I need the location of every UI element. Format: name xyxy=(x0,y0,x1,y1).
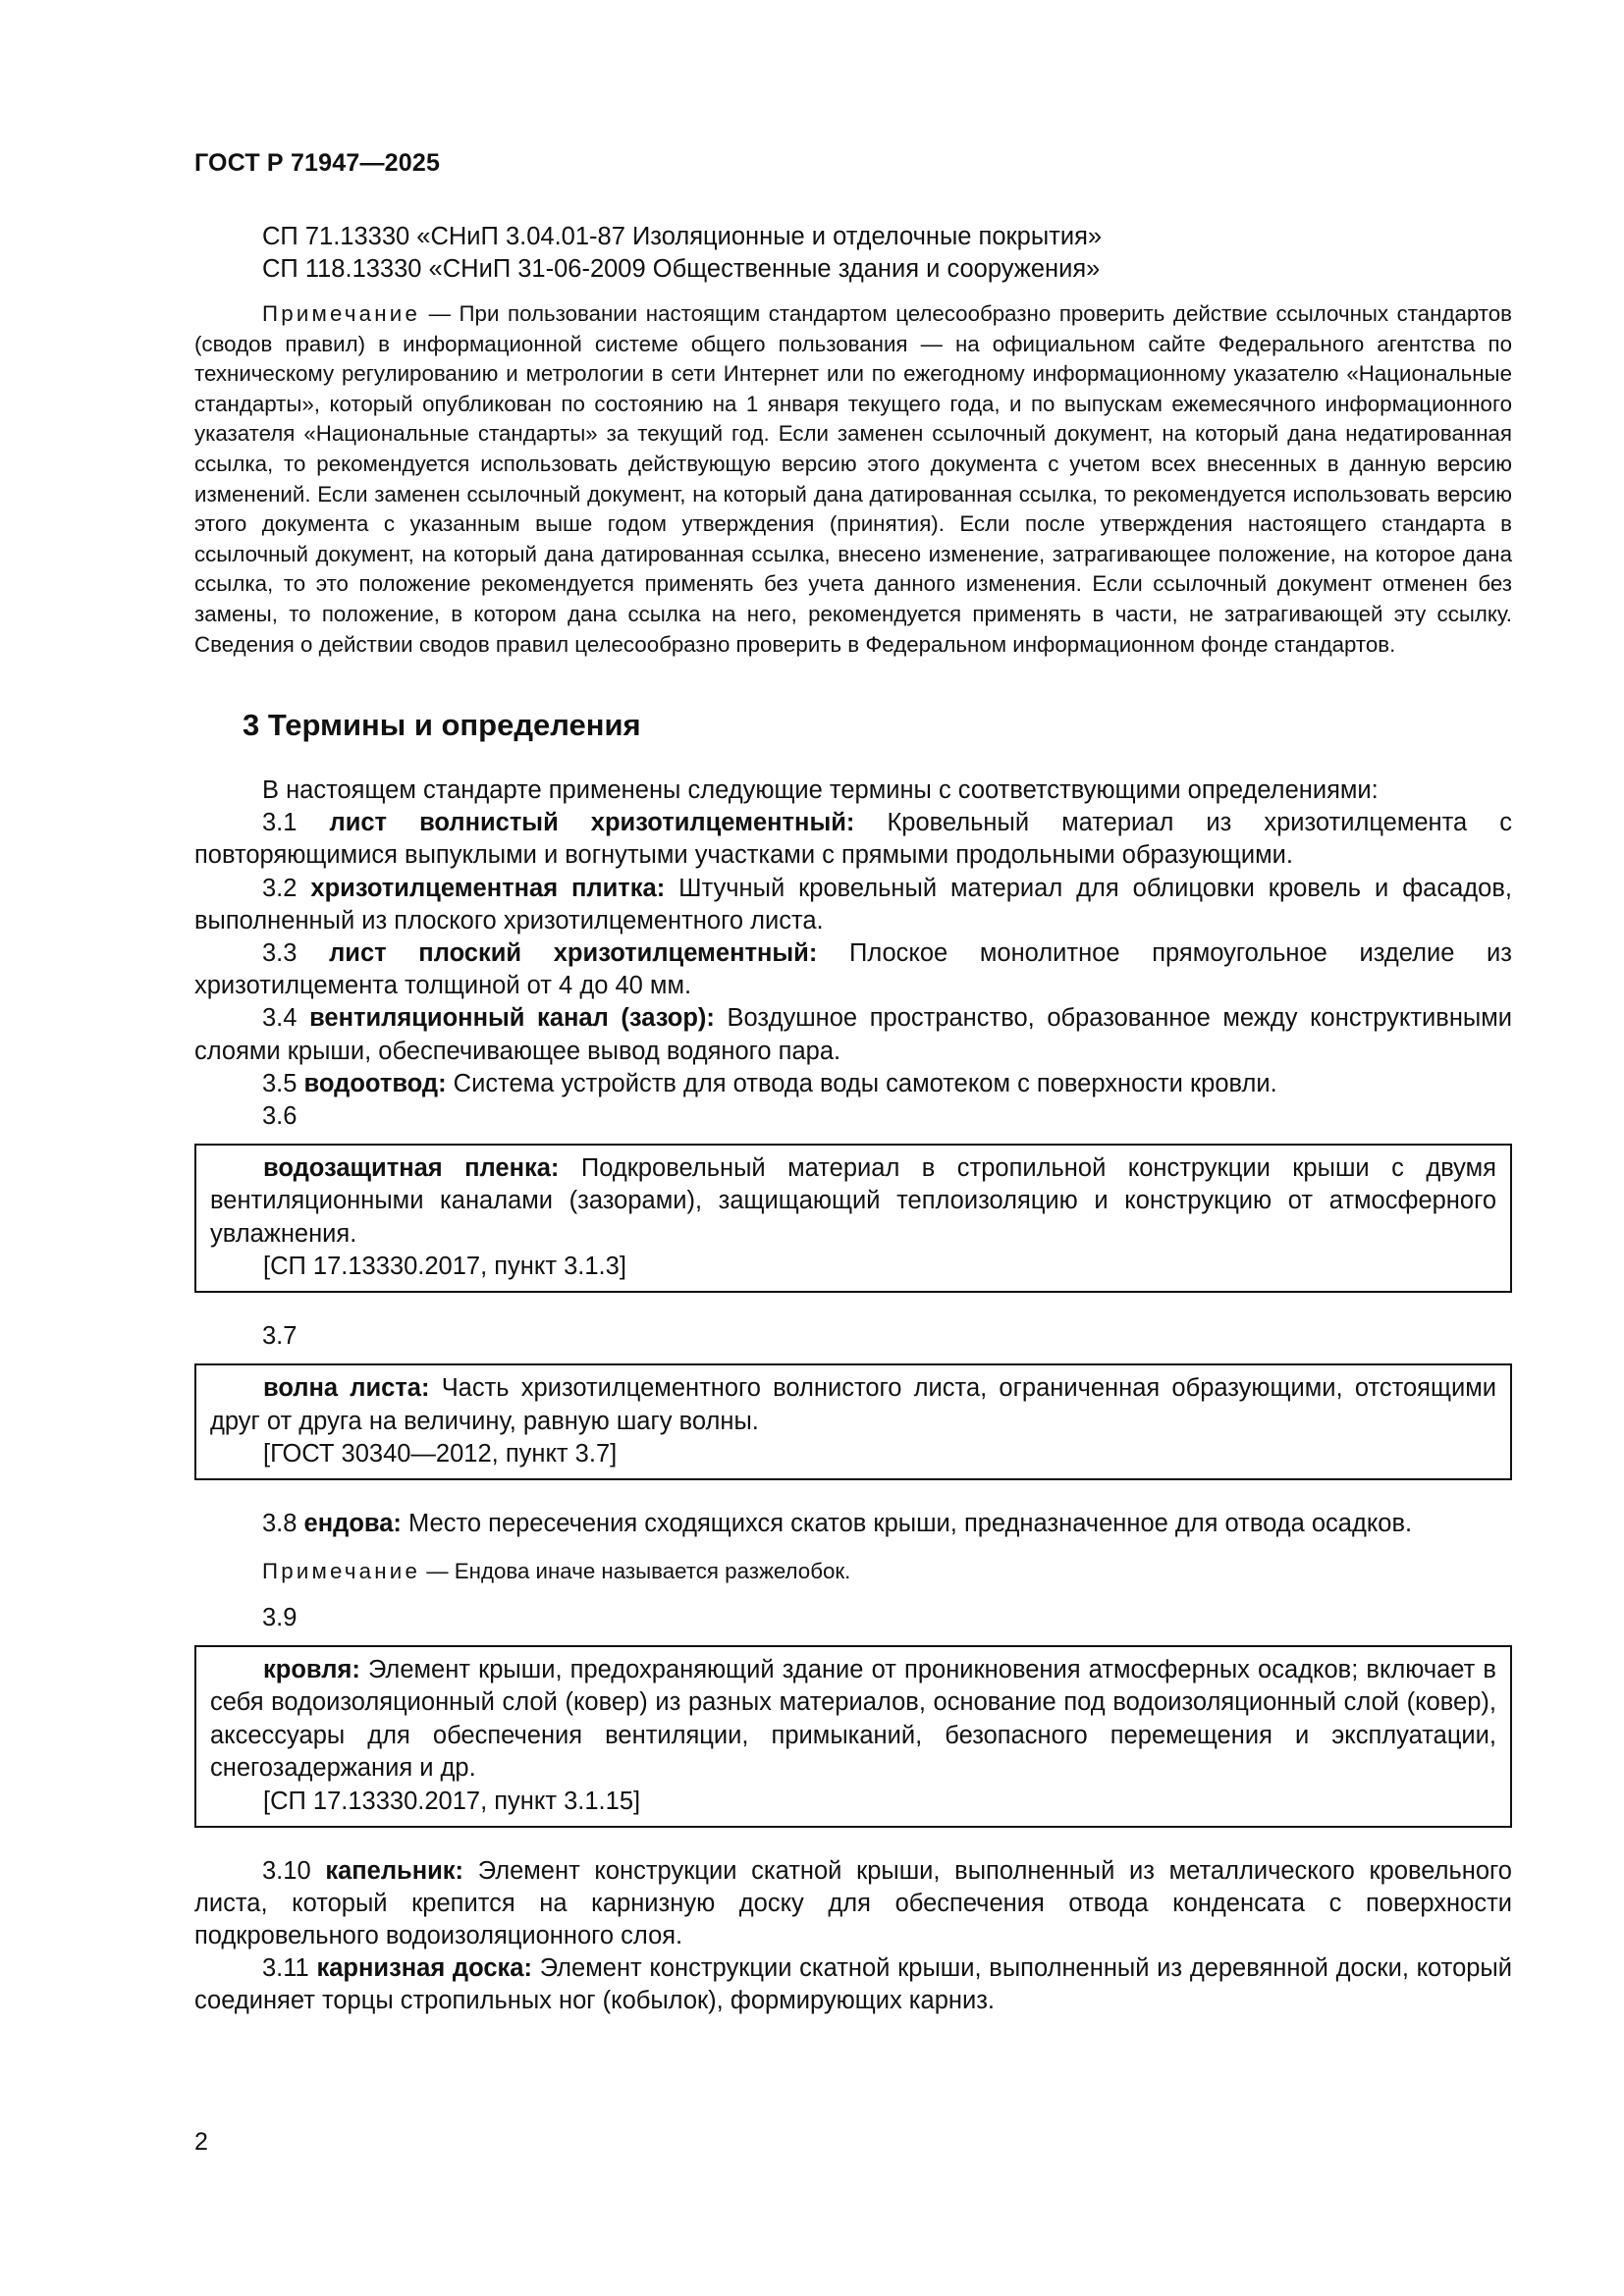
term-definition: Часть хризотилцементного волнистого листа, ограниченная образующими, отстоящими друг от друга на величину, равную шагу волны. xyxy=(210,1374,1496,1435)
term-name: лист плоский хризотилцементный: xyxy=(329,938,818,967)
term-number-3-7: 3.7 xyxy=(262,1322,298,1351)
section-intro: В настоящем стандарте применены следующие термины с соответствующими определениями: xyxy=(262,776,1379,805)
term-definition: Кровельный материал из хризотилцемента с повторяющимися выпуклыми и вогнутыми участками с прямыми продольными образующими. xyxy=(194,809,1512,870)
document-header: ГОСТ Р 71947—2025 xyxy=(194,149,441,177)
term-number: 3.4 xyxy=(262,1004,298,1033)
term-name: лист волнистый хризотилцементный: xyxy=(329,809,855,837)
reference-sp-71: СП 71.13330 «СНиП 3.04.01-87 Изоляционные и отделочные покрытия» xyxy=(262,223,1103,250)
term-3-8 xyxy=(194,1508,1512,1540)
term-number: 3.5 xyxy=(262,1069,298,1097)
term-number: 3.3 xyxy=(262,938,298,967)
term-box-3-9 xyxy=(194,1645,1512,1828)
term-number-3-6: 3.6 xyxy=(262,1101,298,1130)
term-box-3-7 xyxy=(194,1363,1512,1480)
term-name: волна листа: xyxy=(263,1374,430,1403)
section-heading: 3 Термины и определения xyxy=(243,708,641,743)
term-number: 3.11 xyxy=(262,1954,309,1983)
term-name: карнизная доска: xyxy=(316,1954,532,1983)
term-number: 3.1 xyxy=(262,809,298,837)
term-name: капельник: xyxy=(325,1856,464,1885)
term-source: [ГОСТ 30340—2012, пункт 3.7] xyxy=(263,1440,618,1468)
term-3-3 xyxy=(194,937,1512,1002)
note-label: Примечание xyxy=(262,301,421,326)
term-number: 3.8 xyxy=(262,1510,298,1538)
term-3-6 xyxy=(210,1152,1496,1252)
term-name: кровля: xyxy=(263,1655,360,1683)
term-definition: Штучный кровельный материал для облицовки кровель и фасадов, выполненный из плоского хризотилцементного листа. xyxy=(194,874,1512,934)
term-box-3-6 xyxy=(194,1144,1512,1294)
term-definition: Элемент конструкции скатной крыши, выполненный из металлического кровельного листа, который крепится на карнизную доску для обеспечения отвода конденсата с поверхности подкровельного водоизоляционного слоя. xyxy=(194,1856,1512,1950)
term-number-3-9: 3.9 xyxy=(262,1603,298,1631)
references-note xyxy=(194,299,1512,660)
term-number: 3.10 xyxy=(262,1856,311,1885)
term-definition: Место пересечения сходящихся скатов крыши, предназначенное для отвода осадков. xyxy=(408,1510,1413,1538)
note-text: — При пользовании настоящим стандартом целесообразно проверить действие ссылочных стандартов (сводов правил) в информационной системе общего пользования — на официальном сайте Федерального агентства по техническому регулированию и метрологии в сети Интернет или по ежегодному информационному указателю «Национальные стандарты», который опубликован по состоянию на 1 января текущего года, и по выпускам ежемесячного информационного указателя «Национальные стандарты» за текущий год. Если заменен ссылочный документ, на который дана недатированная ссылка, то рекомендуется использовать действующую версию этого документа с учетом всех внесенных в данную версию изменений. Если заменен ссылочный документ, на который дана датированная ссылка, то рекомендуется использовать версию этого документа с указанным выше годом утверждения (принятия). Если после утверждения настоящего стандарта в ссылочный документ, на который дана датированная ссылка, внесено изменение, затрагивающее положение, на которое дана ссылка, то это положение рекомендуется применять без учета данного изменения. Если ссылочный документ отменен без замены, то положение, в котором дана ссылка на него, рекомендуется применять в части, не затрагивающей эту ссылку. Сведения о действии сводов правил целесообразно проверить в Федеральном информационном фонде стандартов. xyxy=(194,301,1512,657)
term-source: [СП 17.13330.2017, пункт 3.1.15] xyxy=(263,1787,641,1815)
term-name: вентиляционный канал (зазор): xyxy=(309,1004,715,1033)
term-3-2 xyxy=(194,873,1512,937)
term-3-4 xyxy=(194,1002,1512,1067)
term-3-10 xyxy=(194,1855,1512,1953)
term-name: хризотилцементная плитка: xyxy=(310,874,666,902)
term-3-1 xyxy=(194,807,1512,872)
term-3-11 xyxy=(194,1952,1512,2017)
term-3-9 xyxy=(210,1654,1496,1786)
term-3-7 xyxy=(210,1372,1496,1438)
term-definition: Система устройств для отвода воды самотеком с поверхности кровли. xyxy=(453,1069,1277,1097)
term-definition: Плоское монолитное прямоугольное изделие из хризотилцемента толщиной от 4 до 40 мм. xyxy=(194,938,1512,1000)
term-number: 3.2 xyxy=(262,874,298,902)
term-definition: Подкровельный материал в стропильной конструкции крыши с двумя вентиляционными каналами (зазорами), защищающий теплоизоляцию и конструкцию от атмосферного увлажнения. xyxy=(210,1153,1496,1248)
page-content xyxy=(194,221,1512,2018)
term-name: ендова: xyxy=(303,1510,402,1538)
note-text: — Ендова иначе называется разжелобок. xyxy=(426,1558,851,1583)
term-definition: Элемент конструкции скатной крыши, выполненный из деревянной доски, который соединяет торцы стропильных ног (кобылок), формирующих карниз. xyxy=(194,1954,1513,2015)
page-number: 2 xyxy=(194,2128,208,2156)
term-definition: Элемент крыши, предохраняющий здание от проникновения атмосферных осадков; включает в себя водоизоляционный слой (ковер) из разных материалов, основание под водоизоляционный слой (ковер), аксессуары для обеспечения вентиляции, примыканий, безопасного перемещения и эксплуатации, снегозадержания и др. xyxy=(210,1655,1496,1783)
endova-note xyxy=(194,1557,1512,1586)
term-3-5 xyxy=(194,1068,1512,1100)
term-name: водозащитная пленка: xyxy=(263,1153,560,1182)
term-definition: Воздушное пространство, образованное между конструктивными слоями крыши, обеспечивающее вывод водяного пара. xyxy=(194,1004,1512,1065)
term-name: водоотвод: xyxy=(303,1069,447,1097)
note-label: Примечание xyxy=(262,1558,421,1583)
term-source: [СП 17.13330.2017, пункт 3.1.3] xyxy=(263,1253,626,1281)
reference-sp-118: СП 118.13330 «СНиП 31-06-2009 Общественные здания и сооружения» xyxy=(262,255,1101,283)
